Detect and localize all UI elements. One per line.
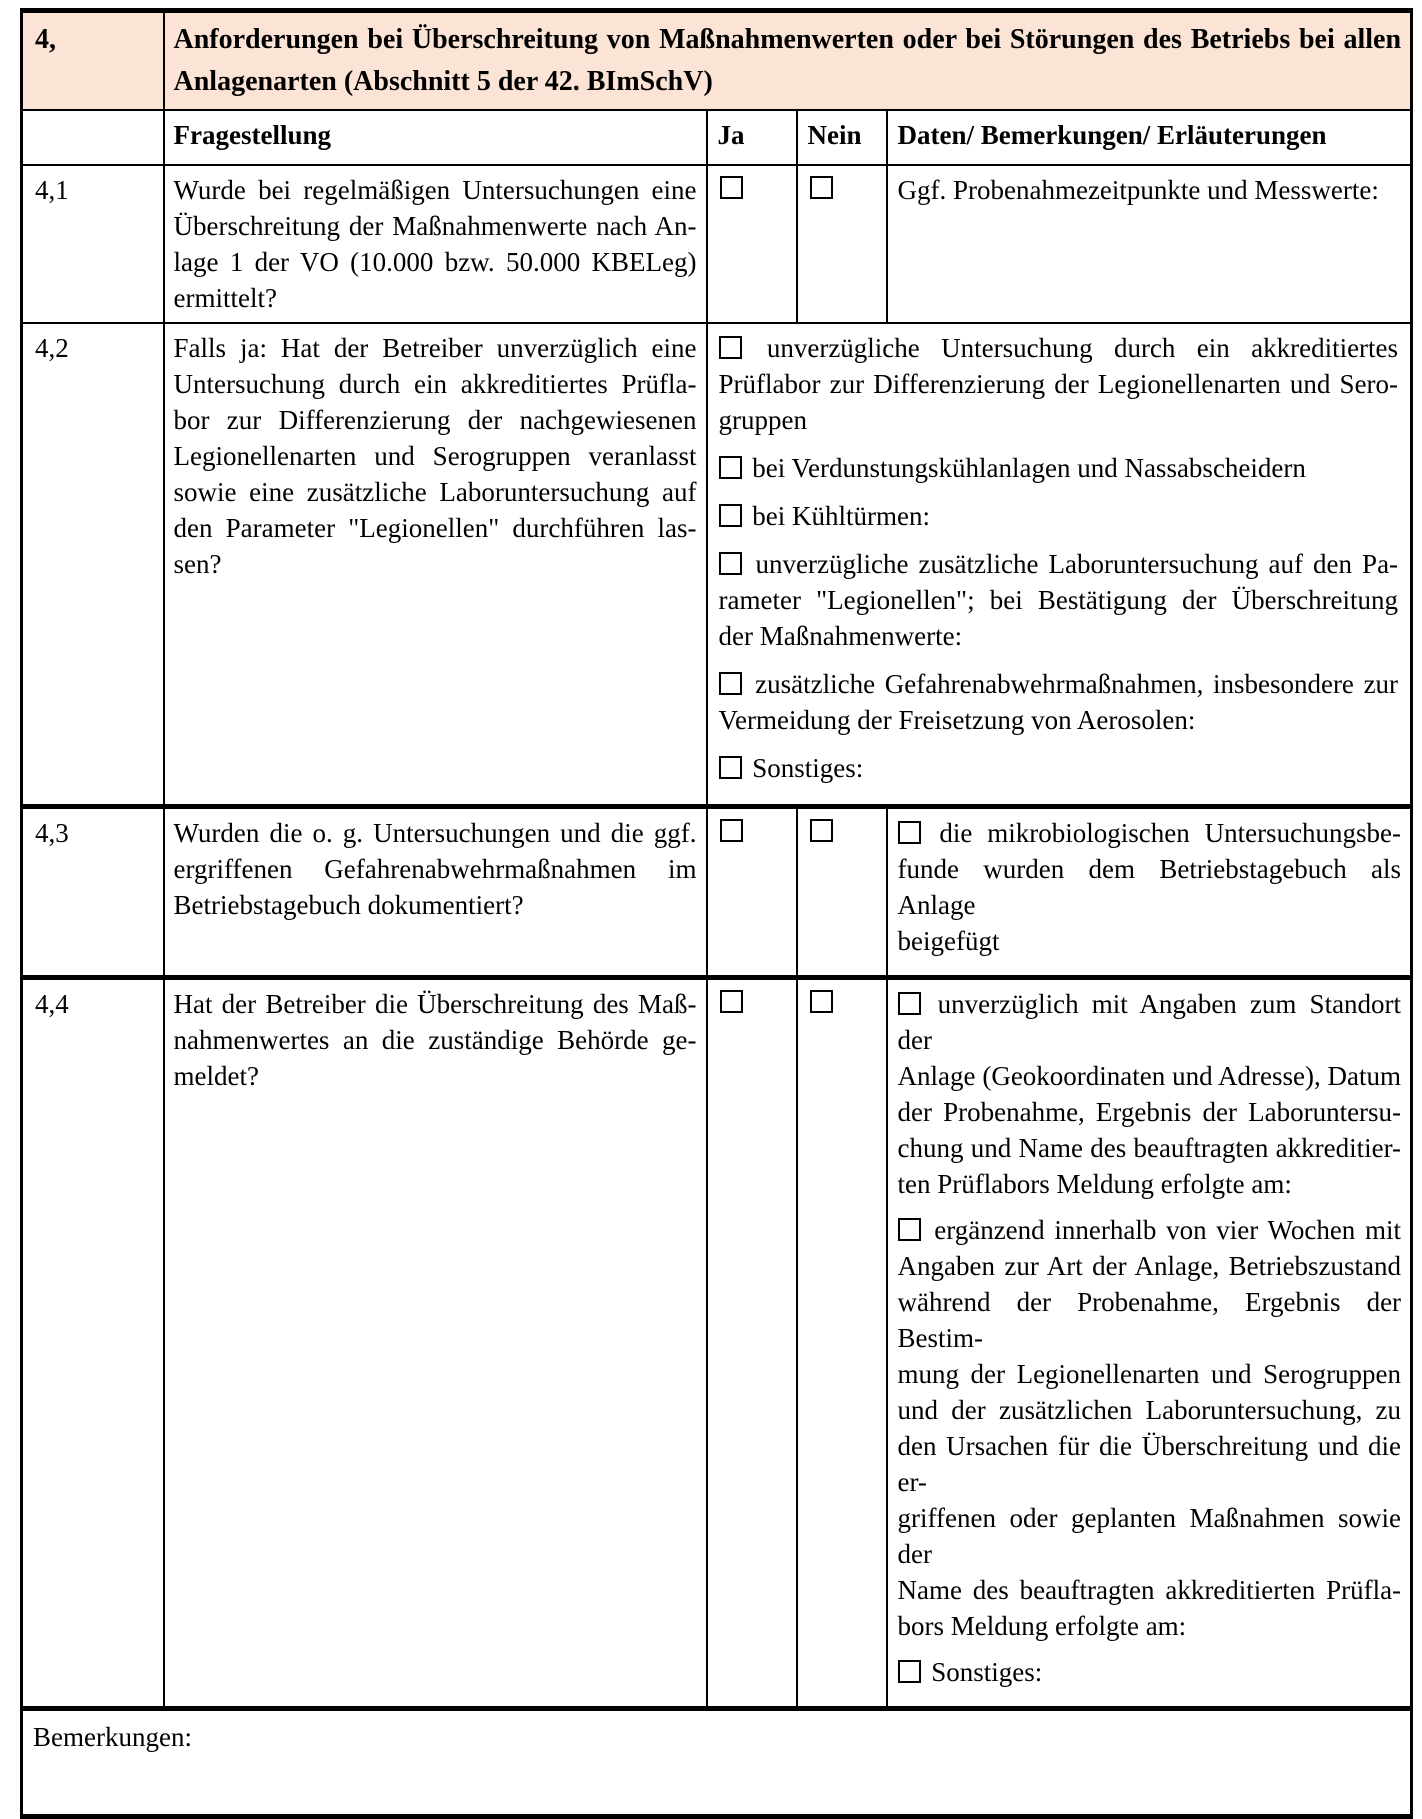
section-title: Anforderungen bei Überschreitung von Maßnahmenwerten oder bei Störungen des Betriebs bei allen Anlagenarten (Abschnitt 5 der 42. BImSchV) (164, 10, 1412, 111)
checkbox-4-3-nein[interactable] (810, 819, 833, 842)
option-item: unverzügliche Untersuchung durch ein akkreditiertes Prüflabor zur Differenzierung der Legionellenarten und Sero- gruppen (718, 333, 1399, 435)
nein-cell (797, 807, 887, 978)
nein-cell (797, 165, 887, 323)
row-4-1 (22, 165, 1412, 323)
bemerkungen-row (22, 1709, 1412, 1817)
notes-item: Sonstiges: (898, 1654, 1402, 1690)
header-ja: Ja (707, 110, 797, 165)
checkbox-icon[interactable] (898, 1660, 921, 1683)
notes-item: unverzüglich mit Angaben zum Standort der Anlage (Geokoordinaten und Adresse), Datum der Probenahme, Ergebnis der Laboruntersu- chung und Name des beauftragten akkreditier- ten Prüflabors Meldung erfolgte am: (897, 989, 1402, 1199)
notes-cell (887, 807, 1412, 978)
checkbox-icon[interactable] (898, 992, 921, 1015)
ja-cell (707, 978, 797, 1709)
ja-cell (707, 807, 797, 978)
ja-cell (707, 165, 797, 323)
header-empty-cell (22, 110, 164, 165)
bemerkungen-area[interactable] (22, 1709, 1412, 1817)
question-cell: Wurde bei regelmäßigen Untersuchungen eine Überschreitung der Maßnahmenwerte nach An- lage 1 der VO (10.000 bzw. 50.000 KBELeg) ermittelt? (164, 165, 707, 323)
row-number: 4,4 (22, 978, 164, 1709)
checkbox-icon[interactable] (719, 552, 742, 575)
question-cell: Hat der Betreiber die Überschreitung des Maß- nahmenwertes an die zuständige Behörde ge- meldet? (164, 978, 707, 1709)
form-table (20, 8, 1413, 1819)
option-item: bei Kühltürmen: (719, 498, 1399, 534)
section-number: 4, (22, 10, 164, 111)
top-rule (20, 8, 1410, 13)
question-cell: Wurden die o. g. Untersuchungen und die ggf. ergriffenen Gefahrenabwehrmaßnahmen im Betriebstagebuch dokumentiert? (164, 807, 707, 978)
options-cell (707, 323, 1412, 807)
checkbox-icon[interactable] (898, 1218, 921, 1241)
option-item: unverzügliche zusätzliche Laboruntersuchung auf den Pa- rameter "Legionellen"; bei Bestätigung der Überschreitung der Maßnahmenwerte: (718, 549, 1399, 651)
row-4-2 (22, 323, 1412, 807)
row-4-3 (22, 807, 1412, 978)
option-item: bei Verdunstungskühlanlagen und Nassabscheidern (719, 450, 1399, 486)
checkbox-icon[interactable] (719, 504, 742, 527)
checkbox-icon[interactable] (719, 336, 742, 359)
row-number: 4,3 (22, 807, 164, 978)
notes-item: die mikrobiologischen Untersuchungsbe- funde wurden dem Betriebstagebuch als Anlage beigefügt (897, 818, 1402, 956)
option-item: zusätzliche Gefahrenabwehrmaßnahmen, insbesondere zur Vermeidung der Freisetzung von Aerosolen: (718, 669, 1399, 735)
checkbox-4-1-nein[interactable] (810, 176, 833, 199)
header-fragestellung: Fragestellung (164, 110, 707, 165)
notes-cell: Ggf. Probenahmezeitpunkte und Messwerte: (887, 165, 1412, 323)
checkbox-4-4-ja[interactable] (720, 990, 743, 1013)
nein-cell (797, 978, 887, 1709)
checkbox-4-1-ja[interactable] (720, 176, 743, 199)
column-header-row (22, 110, 1412, 165)
checkbox-4-3-ja[interactable] (720, 819, 743, 842)
checkbox-4-4-nein[interactable] (810, 990, 833, 1013)
question-cell: Falls ja: Hat der Betreiber unverzüglich eine Untersuchung durch ein akkreditiertes Prüfla- bor zur Differenzierung der nachgewiesenen Legionellenarten und Serogruppen veranlasst sowie eine zusätzliche Laboruntersuchung auf den Parameter "Legionellen" durchführen las- sen? (164, 323, 707, 807)
header-nein: Nein (797, 110, 887, 165)
row-number: 4,2 (22, 323, 164, 807)
row-4-4 (22, 978, 1412, 1709)
section-header-row (22, 10, 1412, 111)
checkbox-icon[interactable] (719, 456, 742, 479)
header-daten-bemerkungen: Daten/ Bemerkungen/ Erläuterungen (887, 110, 1412, 165)
checkbox-icon[interactable] (719, 756, 742, 779)
notes-item: ergänzend innerhalb von vier Wochen mit Angaben zur Art der Anlage, Betriebszustand während der Probenahme, Ergebnis der Bestim- mung der Legionellenarten und Serogruppen und der zusätzlichen Laboruntersuchung, zu den Ursachen für die Überschreitung und die er- griffenen oder geplanten Maßnahmen sowie der Name des beauftragten akkreditierten Prüfla- bors Meldung erfolgte am: (897, 1215, 1402, 1641)
checkbox-icon[interactable] (719, 672, 742, 695)
bemerkungen-label: Bemerkungen: (33, 1722, 192, 1752)
notes-cell (887, 978, 1412, 1709)
option-item: Sonstiges: (719, 750, 1399, 786)
checkbox-icon[interactable] (898, 821, 921, 844)
row-number: 4,1 (22, 165, 164, 323)
